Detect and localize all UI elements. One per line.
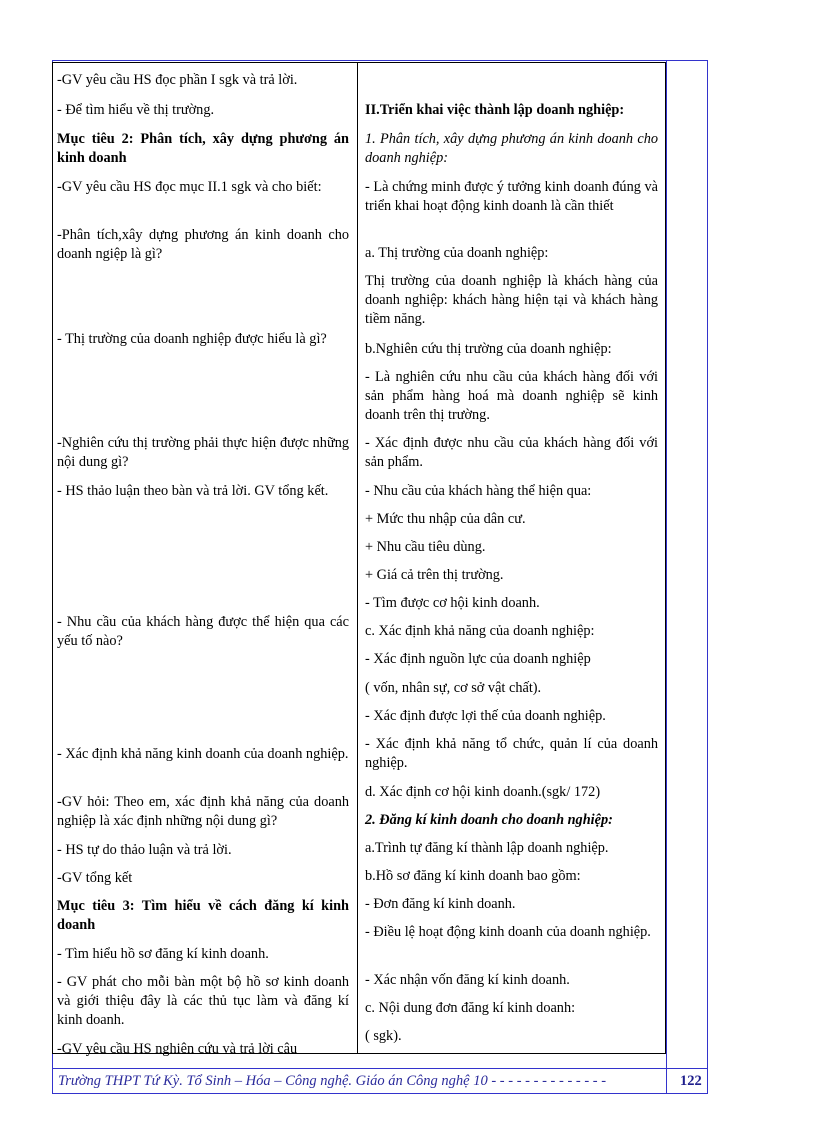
right-paragraph: - Xác định khả năng tổ chức, quản lí của doanh nghiệp. bbox=[365, 736, 658, 771]
page-number: 122 bbox=[680, 1073, 702, 1089]
subsection-heading: 1. Phân tích, xây dựng phương án kinh doanh cho doanh nghiệp: bbox=[365, 131, 658, 166]
right-paragraph: + Mức thu nhập của dân cư. bbox=[365, 511, 526, 527]
right-paragraph: ( vốn, nhân sự, cơ sở vật chất). bbox=[365, 680, 542, 696]
right-paragraph: - Xác định được nhu cầu của khách hàng đối với sản phẩm. bbox=[365, 435, 658, 470]
margin-strip bbox=[666, 60, 708, 1094]
left-paragraph: - Thị trường của doanh nghiệp được hiểu là gì? bbox=[57, 331, 327, 347]
lesson-table bbox=[52, 62, 666, 1057]
right-paragraph: c. Nội dung đơn đăng kí kinh doanh: bbox=[365, 1000, 576, 1016]
left-paragraph: -Nghiên cứu thị trường phải thực hiện được những nội dung gì? bbox=[57, 435, 349, 470]
right-paragraph: a. Thị trường của doanh nghiệp: bbox=[365, 245, 549, 261]
right-paragraph: - Là chứng minh được ý tưởng kinh doanh đúng và triển khai hoạt động kinh doanh là cần thiết bbox=[365, 179, 658, 214]
subsection-heading: 2. Đăng kí kinh doanh cho doanh nghiệp: bbox=[365, 812, 613, 828]
right-paragraph: + Giá cả trên thị trường. bbox=[365, 567, 504, 583]
right-paragraph: ( sgk). bbox=[365, 1028, 402, 1044]
right-paragraph: - Tìm được cơ hội kinh doanh. bbox=[365, 595, 540, 611]
column-divider bbox=[357, 63, 358, 1053]
right-paragraph: d. Xác định cơ hội kinh doanh.(sgk/ 172) bbox=[365, 784, 601, 800]
right-paragraph: c. Xác định khả năng của doanh nghiệp: bbox=[365, 623, 595, 639]
objective-heading: Mục tiêu 2: Phân tích, xây dựng phương án kinh doanh bbox=[57, 131, 349, 166]
right-paragraph: - Xác nhận vốn đăng kí kinh doanh. bbox=[365, 972, 570, 988]
right-paragraph: - Là nghiên cứu nhu cầu của khách hàng đối với sản phẩm hàng hoá mà doanh nghiệp sẽ kinh doanh trên thị trường. bbox=[365, 369, 658, 423]
left-paragraph: - Để tìm hiểu về thị trường. bbox=[57, 102, 215, 118]
left-paragraph: -GV yêu cầu HS nghiên cứu và trả lời câu bbox=[57, 1041, 298, 1057]
right-paragraph: - Điều lệ hoạt động kinh doanh của doanh nghiệp. bbox=[365, 924, 651, 940]
right-paragraph: b.Nghiên cứu thị trường của doanh nghiệp: bbox=[365, 341, 612, 357]
left-paragraph: - Tìm hiểu hồ sơ đăng kí kinh doanh. bbox=[57, 946, 269, 962]
footer-rule bbox=[52, 1068, 708, 1069]
right-paragraph: Thị trường của doanh nghiệp là khách hàng của doanh nghiệp: khách hàng hiện tại và khách hàng tiềm năng. bbox=[365, 273, 658, 327]
right-paragraph: - Xác định được lợi thế của doanh nghiệp. bbox=[365, 708, 606, 724]
left-paragraph: - HS tự do thảo luận và trả lời. bbox=[57, 842, 232, 858]
right-paragraph: - Xác định nguồn lực của doanh nghiệp bbox=[365, 651, 591, 667]
left-paragraph: -GV yêu cầu HS đọc phần I sgk và trả lời. bbox=[57, 72, 298, 88]
left-paragraph: - HS thảo luận theo bàn và trả lời. GV tổng kết. bbox=[57, 483, 329, 499]
right-paragraph: a.Trình tự đăng kí thành lập doanh nghiệp. bbox=[365, 840, 609, 856]
right-paragraph: b.Hồ sơ đăng kí kinh doanh bao gồm: bbox=[365, 868, 581, 884]
section-heading: II.Triển khai việc thành lập doanh nghiệp: bbox=[365, 102, 625, 118]
left-paragraph: -GV yêu cầu HS đọc mục II.1 sgk và cho biết: bbox=[57, 179, 322, 195]
left-paragraph: -GV hỏi: Theo em, xác định khả năng của doanh nghiệp là xác định những nội dung gì? bbox=[57, 794, 349, 829]
left-paragraph: - Xác định khả năng kinh doanh của doanh nghiệp. bbox=[57, 746, 349, 762]
footer-text: Trường THPT Tứ Kỳ. Tổ Sinh – Hóa – Công nghệ. Giáo án Công nghệ 10 - - - - - - - - - - - - - - bbox=[58, 1073, 607, 1089]
left-paragraph: -Phân tích,xây dựng phương án kinh doanh cho doanh ngiệp là gì? bbox=[57, 227, 349, 262]
objective-heading: Mục tiêu 3: Tìm hiểu về cách đăng kí kinh doanh bbox=[57, 898, 349, 933]
left-paragraph: -GV tổng kết bbox=[57, 870, 133, 886]
right-paragraph: - Đơn đăng kí kinh doanh. bbox=[365, 896, 516, 912]
left-paragraph: - GV phát cho mỗi bàn một bộ hồ sơ kinh doanh và giới thiệu đây là các thủ tục làm và đăng kí kinh doanh. bbox=[57, 974, 349, 1028]
right-paragraph: - Nhu cầu của khách hàng thể hiện qua: bbox=[365, 483, 592, 499]
left-paragraph: - Nhu cầu của khách hàng được thể hiện qua các yếu tố nào? bbox=[57, 614, 349, 649]
right-paragraph: + Nhu cầu tiêu dùng. bbox=[365, 539, 486, 555]
